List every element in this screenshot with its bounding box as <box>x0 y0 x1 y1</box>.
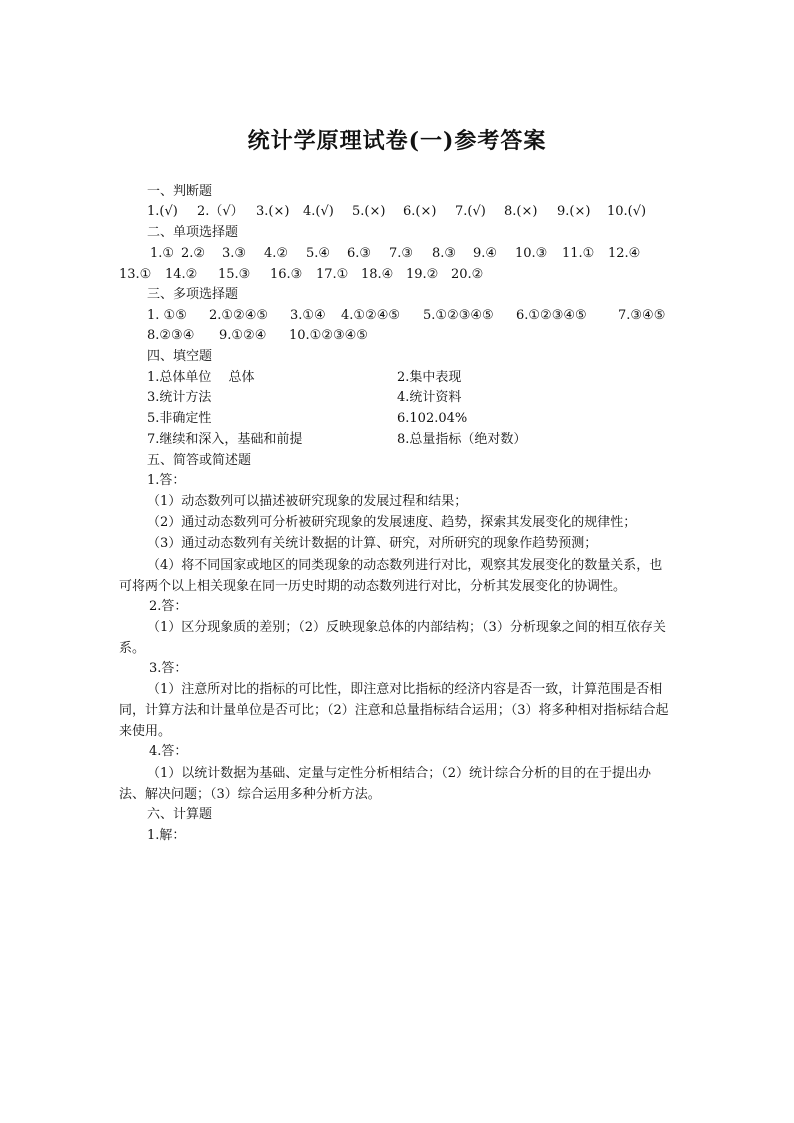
answer-item: 9.④ <box>473 246 498 261</box>
answer-paragraph: （2）通过动态数列可分析被研究现象的发展速度、趋势，探索其发展变化的规律性； <box>147 515 637 530</box>
answer-item: 1.① <box>150 246 175 261</box>
answer-item: 5.④ <box>306 246 331 261</box>
answer-item: 3.统计方法 <box>147 390 212 405</box>
answer-item: 8.(×) <box>504 204 538 219</box>
answer-item: 1.总体单位 总体 <box>147 370 255 385</box>
answer-paragraph: （3）通过动态数列有关统计数据的计算、研究，对所研究的现象作趋势预测； <box>147 536 598 551</box>
answer-item: 4.(√) <box>303 204 334 219</box>
answer-item: 8.②③④ <box>147 328 195 343</box>
answer-item: 7.(√) <box>455 204 486 219</box>
question-label: 4.答： <box>149 744 188 759</box>
answer-paragraph: （1）动态数列可以描述被研究现象的发展过程和结果； <box>147 494 468 509</box>
answer-item: 13.① <box>119 267 152 282</box>
answer-item: 8.总量指标（绝对数） <box>397 432 527 447</box>
answer-item: 9.(×) <box>557 204 591 219</box>
section-heading-fill-in: 四、填空题 <box>147 349 213 364</box>
section-heading-short-answer: 五、简答或简述题 <box>147 453 252 468</box>
answer-item: 6.102.04% <box>397 411 468 426</box>
answer-item: 4.①②④⑤ <box>341 308 401 323</box>
section-heading-multiple-choice: 三、多项选择题 <box>147 287 239 302</box>
question-label: 1.解： <box>147 828 186 843</box>
answer-item: 9.①②④ <box>219 328 267 343</box>
answer-item: 10.③ <box>515 246 548 261</box>
answer-item: 6.(×) <box>403 204 437 219</box>
answer-item: 2.（√） <box>197 204 244 219</box>
answer-item: 3.①④ <box>290 308 326 323</box>
answer-item: 14.② <box>165 267 198 282</box>
answer-item: 15.③ <box>218 267 251 282</box>
section-heading-single-choice: 二、单项选择题 <box>147 225 239 240</box>
answer-item: 12.④ <box>608 246 641 261</box>
section-heading-calculation: 六、计算题 <box>147 807 213 822</box>
answer-item: 7.③ <box>389 246 414 261</box>
answer-item: 1.(√) <box>147 204 178 219</box>
answer-item: 16.③ <box>270 267 303 282</box>
answer-item: 7.继续和深入，基础和前提 <box>147 432 303 447</box>
answer-item: 2.② <box>181 246 206 261</box>
answer-item: 4.统计资料 <box>397 390 462 405</box>
answer-item: 19.② <box>406 267 439 282</box>
answer-item: 3.③ <box>222 246 247 261</box>
page-title: 统计学原理试卷(一)参考答案 <box>247 128 547 154</box>
answer-item: 2.①②④⑤ <box>209 308 269 323</box>
answer-item: 6.③ <box>347 246 372 261</box>
question-label: 2.答： <box>149 599 188 614</box>
answer-item: 11.① <box>562 246 595 261</box>
answer-item: 10.①②③④⑤ <box>289 328 368 343</box>
answer-paragraph: （1）以统计数据为基础、定量与定性分析相结合；（2）统计综合分析的目的在于提出办法、解决问题；（3）综合运用多种分析方法。 <box>119 766 652 802</box>
answer-item: 17.① <box>316 267 349 282</box>
answer-paragraph: （1）区分现象质的差别；（2）反映现象总体的内部结构；（3）分析现象之间的相互依存关系。 <box>119 620 666 656</box>
answer-paragraph: （1）注意所对比的指标的可比性，即注意对比指标的经济内容是否一致，计算范围是否相同，计算方法和计量单位是否可比；（2）注意和总量指标结合运用；（3）将多种相对指标结合起来使用。 <box>119 682 669 739</box>
answer-item: 20.② <box>451 267 484 282</box>
answer-item: 5.(×) <box>352 204 386 219</box>
section-heading-judgment: 一、判断题 <box>147 184 213 199</box>
answer-item: 7.③④⑤ <box>618 308 666 323</box>
answer-item: 8.③ <box>432 246 457 261</box>
answer-item: 18.④ <box>361 267 394 282</box>
answer-item: 1. ①⑤ <box>147 308 187 323</box>
answer-item: 5.①②③④⑤ <box>423 308 494 323</box>
answer-item: 6.①②③④⑤ <box>516 308 587 323</box>
answer-item: 4.② <box>264 246 289 261</box>
answer-item: 2.集中表现 <box>397 370 462 385</box>
answer-paragraph: （4）将不同国家或地区的同类现象的动态数列进行对比，观察其发展变化的数量关系，也可将两个以上相关现象在同一历史时期的动态数列进行对比，分析其发展变化的协调性。 <box>119 558 663 594</box>
answer-item: 5.非确定性 <box>147 411 212 426</box>
question-label: 1.答： <box>147 473 186 488</box>
answer-item: 3.(×) <box>256 204 290 219</box>
question-label: 3.答： <box>149 661 188 676</box>
answer-item: 10.(√) <box>607 204 647 219</box>
